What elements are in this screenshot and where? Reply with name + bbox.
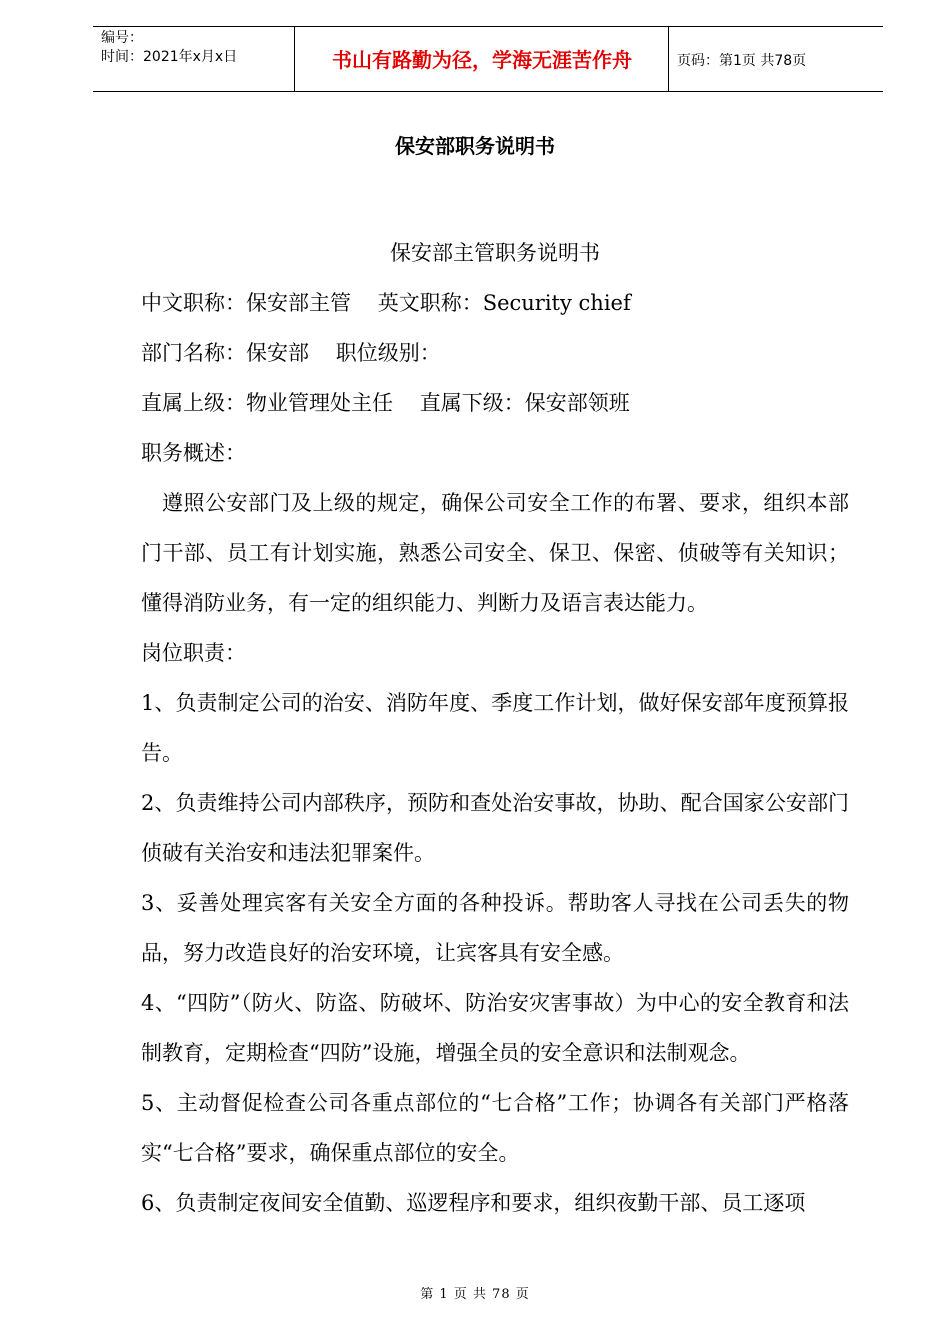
reporting-line: 直属上级：物业管理处主任 直属下级：保安部领班 xyxy=(141,391,630,415)
duties-heading: 岗位职责： xyxy=(141,641,246,665)
header-divider-2 xyxy=(668,27,669,91)
duty-item: 2、负责维持公司内部秩序，预防和查处治安事故，协助、配合国家公安部门侦破有关治安和违法犯罪案件。 xyxy=(141,791,849,865)
page-header xyxy=(93,26,883,92)
overview-paragraph: 遵照公安部门及上级的规定，确保公司安全工作的布署、要求，组织本部门干部、员工有计划实施，熟悉公司安全、保卫、保密、侦破等有关知识；懂得消防业务，有一定的组织能力、判断力及语言表达能力。 xyxy=(141,491,849,615)
job-title-line: 中文职称：保安部主管 英文职称：Security chief xyxy=(141,291,631,315)
duty-item: 6、负责制定夜间安全值勤、巡逻程序和要求，组织夜勤干部、员工逐项 xyxy=(141,1191,806,1215)
header-meta xyxy=(101,29,237,67)
header-motto: 书山有路勤为径，学海无涯苦作舟 xyxy=(332,48,632,72)
page-footer: 第 1 页 共 78 页 xyxy=(420,1287,530,1302)
time-label: 时间：2021年x月x日 xyxy=(101,49,238,65)
number-label: 编号： xyxy=(101,30,143,46)
document-title: 保安部职务说明书 xyxy=(395,134,555,158)
duty-item: 1、负责制定公司的治安、消防年度、季度工作计划，做好保安部年度预算报告。 xyxy=(141,691,849,765)
overview-heading: 职务概述： xyxy=(141,441,246,465)
duty-item: 5、主动督促检查公司各重点部位的“七合格”工作；协调各有关部门严格落实“七合格”要求，确保重点部位的安全。 xyxy=(141,1091,849,1165)
duty-item: 4、“四防”（防火、防盗、防破坏、防治安灾害事故）为中心的安全教育和法制教育，定期检查“四防”设施，增强全员的安全意识和法制观念。 xyxy=(141,991,849,1065)
department-line: 部门名称：保安部 职位级别： xyxy=(141,341,441,365)
header-page-number: 页码：第1页 共78页 xyxy=(677,53,807,69)
section-subtitle: 保安部主管职务说明书 xyxy=(390,241,600,265)
duty-item: 3、妥善处理宾客有关安全方面的各种投诉。帮助客人寻找在公司丢失的物品，努力改造良好的治安环境，让宾客具有安全感。 xyxy=(141,891,849,965)
document-body xyxy=(141,228,849,1228)
